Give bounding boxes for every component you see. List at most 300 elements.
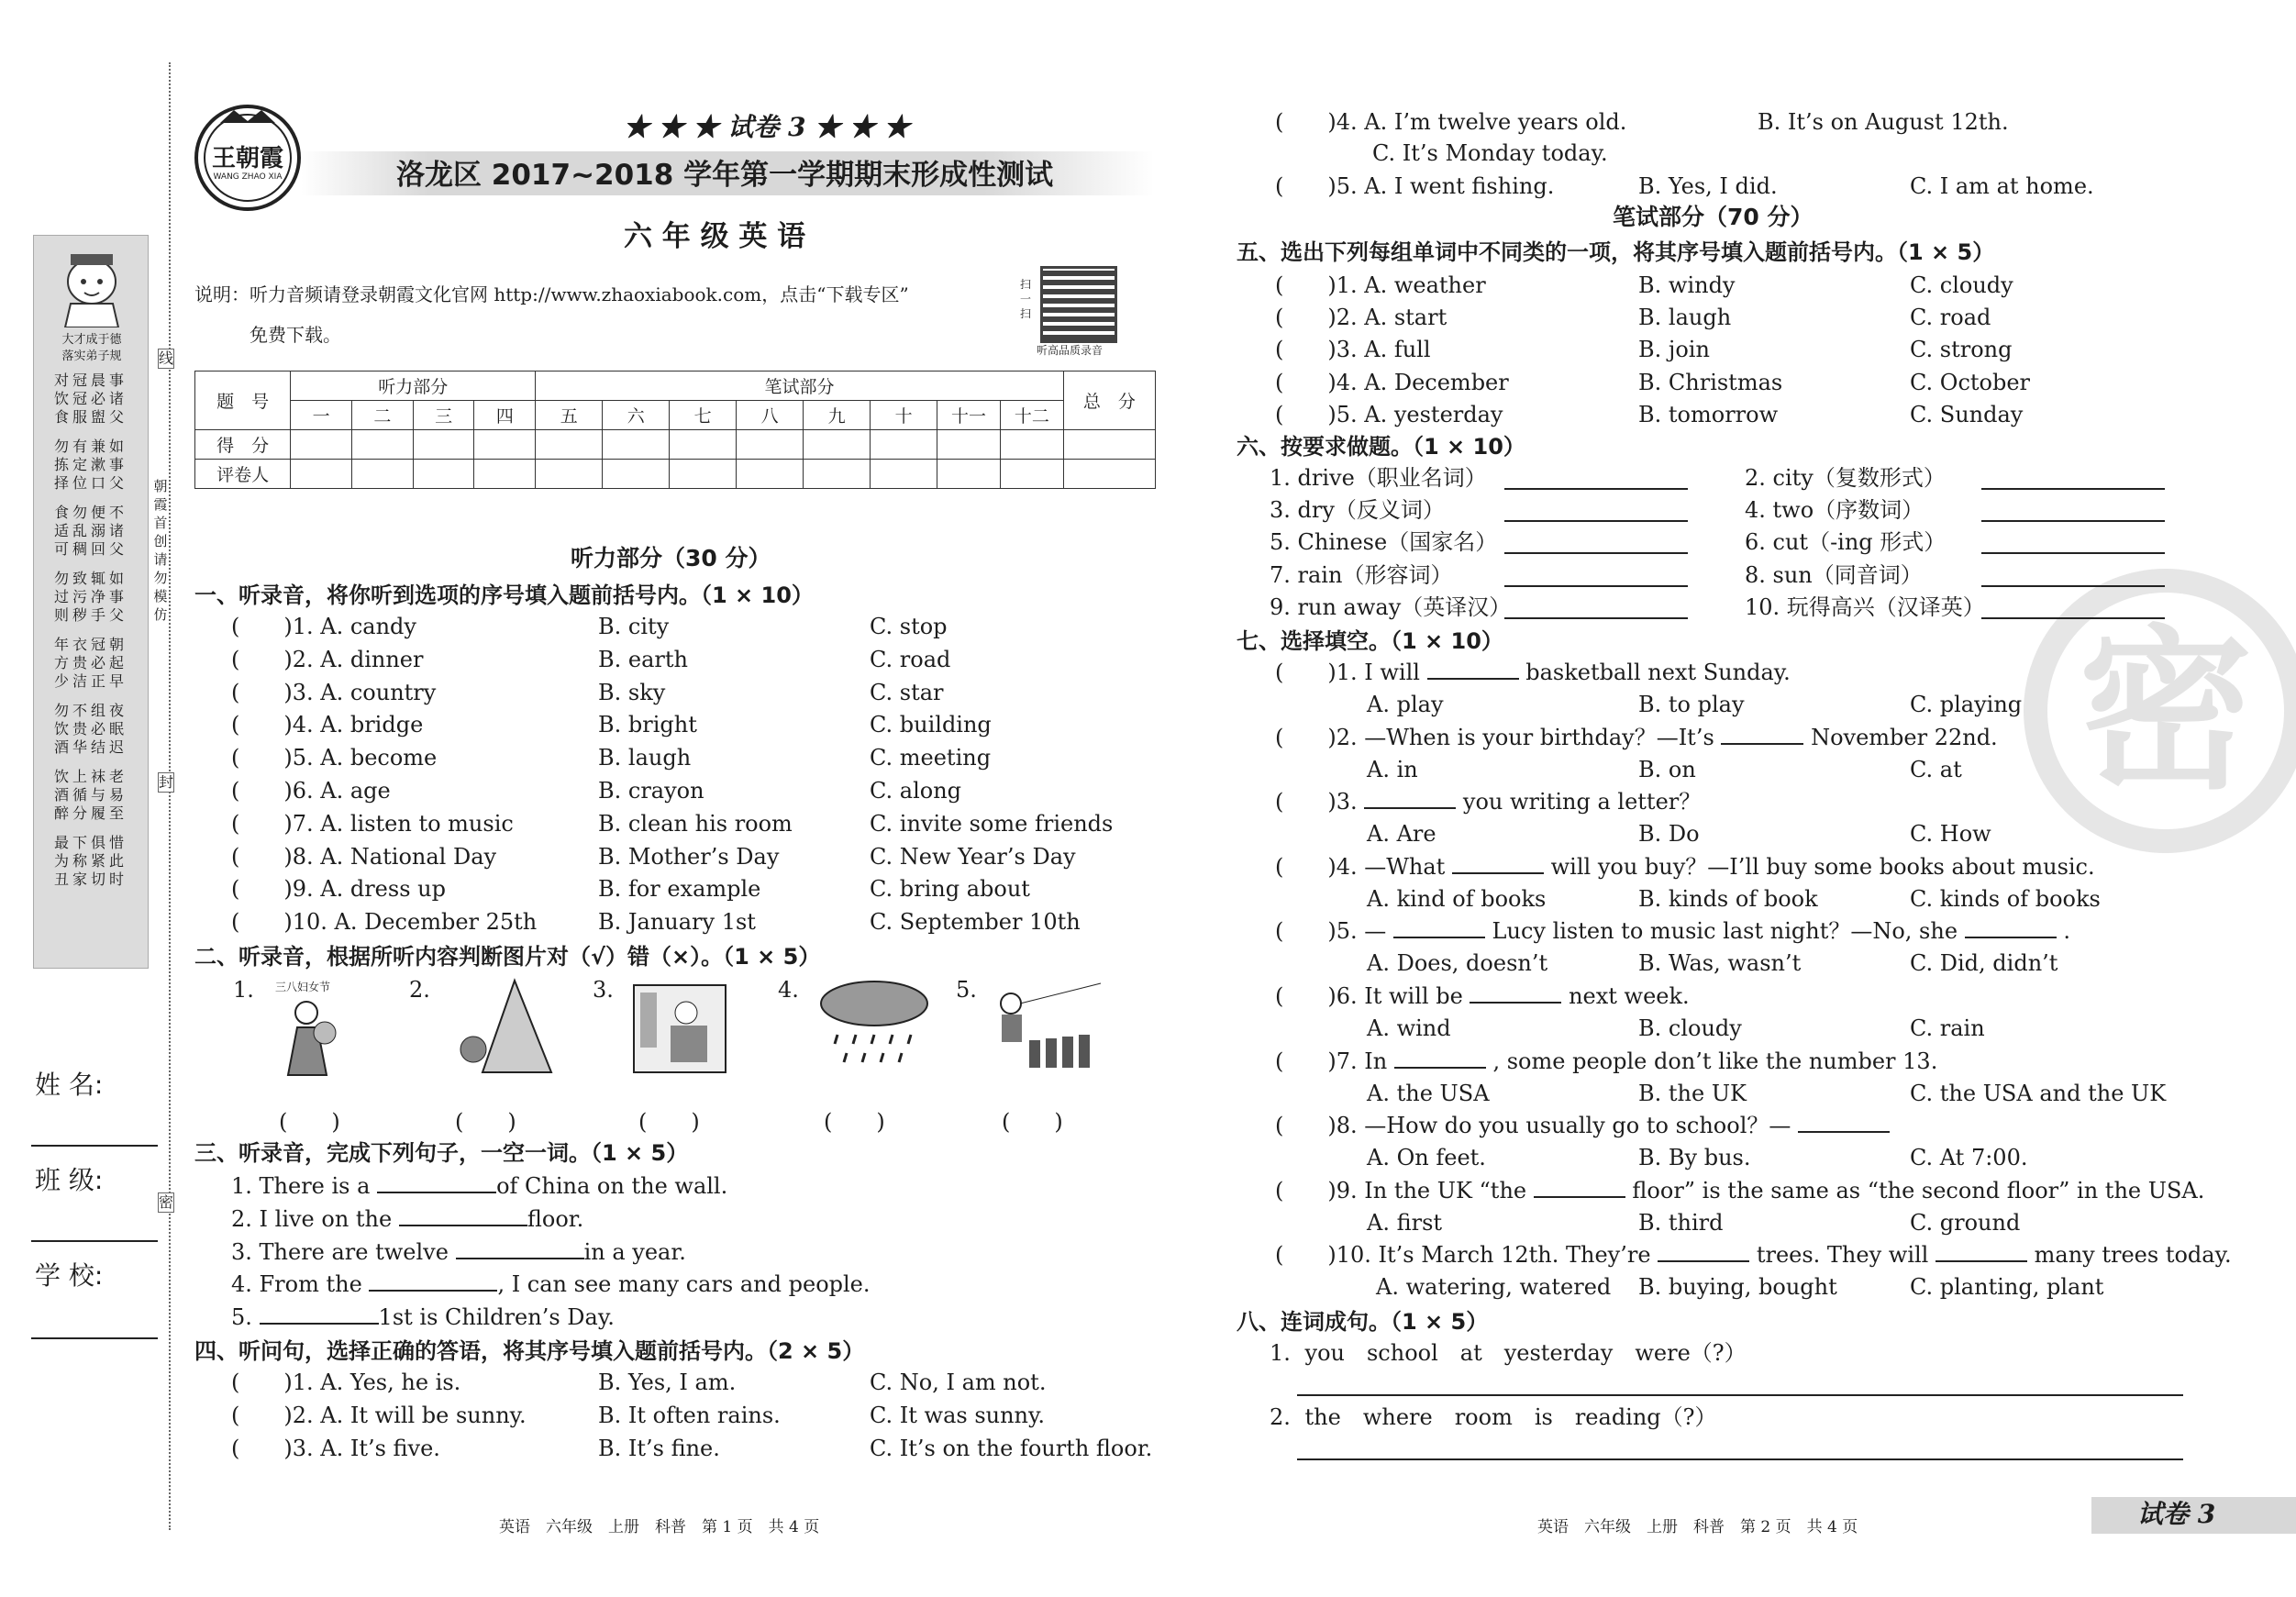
s1-q6-b: B. crayon bbox=[598, 778, 704, 804]
s7-q9-stem[interactable] bbox=[1275, 1177, 2204, 1204]
s5-q5-opt0[interactable]: ( )5. A. yesterday bbox=[1275, 401, 1503, 427]
s7-q2-option-A: A. in bbox=[1367, 756, 1418, 782]
s7-q9-option-A: A. first bbox=[1367, 1209, 1443, 1236]
s6-q2-label: 2. city（复数形式） bbox=[1745, 465, 1946, 491]
writing-title: 笔试部分（70 分） bbox=[1613, 204, 1814, 230]
proverb-line: 勿致辄如 bbox=[53, 570, 128, 587]
s7-q4-option-B: B. kinds of book bbox=[1638, 885, 1818, 912]
score-row-label: 得 分 bbox=[195, 430, 291, 460]
section-6-heading: 六、按要求做题。（1 × 10） bbox=[1237, 434, 1525, 460]
score-cell[interactable] bbox=[1063, 460, 1155, 489]
s1-q1-b: B. city bbox=[598, 614, 670, 639]
s5-q5-opt2: C. Sunday bbox=[1910, 401, 2024, 427]
s7-q8-option-B: B. By bus. bbox=[1638, 1145, 1751, 1171]
score-cell[interactable] bbox=[291, 430, 352, 460]
s2-picture-1-caption: 三八妇女节 bbox=[275, 981, 331, 993]
s1-q1-c: C. stop bbox=[870, 614, 948, 639]
s7-q8-blank[interactable] bbox=[1798, 1113, 1890, 1133]
proverb-line: 过污净事 bbox=[53, 588, 128, 605]
s7-q1-stem[interactable] bbox=[1275, 659, 1791, 686]
score-cell[interactable] bbox=[871, 430, 937, 460]
s6-q1-answer[interactable] bbox=[1504, 488, 1688, 490]
s7-q9-blank[interactable] bbox=[1534, 1178, 1625, 1198]
proverb-line: 年衣冠朝 bbox=[53, 636, 128, 653]
s1-q4-a[interactable]: ( )4. A. bridge bbox=[231, 712, 424, 738]
s4-q4-a[interactable]: ( )4. A. I’m twelve years old. bbox=[1275, 109, 1627, 135]
binding-dotted-line bbox=[169, 62, 171, 1530]
s1-q7-c: C. invite some friends bbox=[870, 810, 1114, 837]
s7-q3-text: ( )3. bbox=[1275, 789, 1358, 815]
s3-text-before: 1. There is a bbox=[231, 1173, 371, 1199]
s5-q4-opt0[interactable]: ( )4. A. December bbox=[1275, 369, 1509, 395]
s4-q3-opt1: B. It’s fine. bbox=[598, 1436, 720, 1461]
s3-sentence-4 bbox=[231, 1270, 871, 1298]
s6-q9-label: 9. run away（英译汉） bbox=[1270, 593, 1512, 620]
s7-q6-blank[interactable] bbox=[1470, 983, 1561, 1004]
s7-q10-option-A: A. watering, watered bbox=[1376, 1274, 1612, 1301]
s7-q7-option-B: B. the UK bbox=[1638, 1080, 1747, 1106]
paper-badge-label: 试卷 3 bbox=[727, 112, 806, 142]
s7-q6-option-A: A. wind bbox=[1367, 1015, 1451, 1041]
s3-blank-5[interactable] bbox=[260, 1304, 379, 1325]
s7-q8-text: ( )8. —How do you usually go to school？— bbox=[1275, 1113, 1791, 1139]
s5-q4-opt1: B. Christmas bbox=[1638, 369, 1783, 395]
score-cell[interactable] bbox=[603, 430, 670, 460]
s8-q2-words: 2. the where room is reading（?） bbox=[1270, 1404, 1717, 1430]
s1-q7-a[interactable]: ( )7. A. listen to music bbox=[231, 810, 514, 837]
s7-q10-blank[interactable] bbox=[1936, 1242, 2027, 1262]
s5-q3-opt0[interactable]: ( )3. A. full bbox=[1275, 337, 1431, 363]
s7-q5-stem[interactable] bbox=[1275, 917, 2070, 945]
proverb-line: 食勿便不 bbox=[53, 504, 128, 521]
s7-q2-text: November 22nd. bbox=[1811, 724, 1998, 750]
s6-q8-label: 8. sun（同音词） bbox=[1745, 561, 1923, 588]
score-col-1: 一 bbox=[291, 401, 352, 430]
score-table-header-number: 题 号 bbox=[195, 372, 291, 430]
s7-q7-text: , some people don’t like the number 13. bbox=[1492, 1048, 1938, 1074]
score-cell[interactable] bbox=[1063, 430, 1155, 460]
score-cell[interactable] bbox=[474, 460, 536, 489]
score-table-header-listening: 听力部分 bbox=[291, 372, 536, 401]
s7-q10-option-C: C. planting, plant bbox=[1910, 1274, 2104, 1301]
s6-q3-answer[interactable] bbox=[1504, 520, 1688, 522]
brand-logo bbox=[193, 103, 303, 213]
s1-q10-b: B. January 1st bbox=[598, 909, 756, 936]
s2-number-5: 5. bbox=[956, 977, 977, 1003]
s7-q4-blank[interactable] bbox=[1452, 854, 1544, 874]
score-col-7: 七 bbox=[670, 401, 737, 430]
s5-q3-opt2: C. strong bbox=[1910, 337, 2013, 363]
s7-q5-option-B: B. Was, wasn’t bbox=[1638, 950, 1802, 977]
s7-q7-blank[interactable] bbox=[1394, 1048, 1486, 1069]
rain-cloud-picture bbox=[815, 976, 934, 1081]
s5-q4-opt2: C. October bbox=[1910, 369, 2031, 395]
s7-q1-text: ( )1. I will bbox=[1275, 660, 1420, 685]
score-cell[interactable] bbox=[413, 430, 474, 460]
s5-q2-opt2: C. road bbox=[1910, 305, 1991, 331]
score-cell[interactable] bbox=[474, 430, 536, 460]
s7-q1-blank[interactable] bbox=[1427, 660, 1519, 680]
s3-blank-1[interactable] bbox=[377, 1173, 496, 1193]
s1-q10-a[interactable]: ( )10. A. December 25th bbox=[231, 909, 538, 936]
section-3-heading: 三、听录音，完成下列句子，一空一词。（1 × 5） bbox=[194, 1140, 689, 1166]
s7-q4-text: ( )4. —What bbox=[1275, 853, 1446, 880]
christmas-tree-picture bbox=[446, 976, 565, 1081]
s7-q4-option-A: A. kind of books bbox=[1367, 885, 1547, 912]
s7-q10-stem[interactable] bbox=[1275, 1241, 2232, 1269]
s4-q4-b: B. It’s on August 12th. bbox=[1758, 109, 2009, 135]
s7-q4-option-C: C. kinds of books bbox=[1910, 885, 2101, 912]
s1-q8-b: B. Mother’s Day bbox=[598, 843, 780, 870]
grader-row-label: 评卷人 bbox=[195, 460, 291, 489]
s6-q5-answer[interactable] bbox=[1504, 552, 1688, 554]
s2-number-2: 2. bbox=[409, 977, 430, 1003]
proverb-line: 为称紧此 bbox=[53, 852, 128, 870]
s3-text-after: , I can see many cars and people. bbox=[497, 1271, 871, 1298]
score-cell[interactable] bbox=[670, 430, 737, 460]
section-4-heading: 四、听问句，选择正确的答语，将其序号填入题前括号内。（2 × 5） bbox=[194, 1338, 865, 1364]
proverb-line: 择位口父 bbox=[53, 474, 128, 492]
score-cell[interactable] bbox=[937, 460, 1001, 489]
qr-side-text: 扫一扫 bbox=[1020, 278, 1032, 320]
score-cell[interactable] bbox=[536, 430, 603, 460]
s7-q10-text: many trees today. bbox=[2034, 1242, 2232, 1269]
s7-q10-text: ( )10. It’s March 12th. They’re bbox=[1275, 1242, 1651, 1269]
score-cell[interactable] bbox=[804, 460, 871, 489]
proverb-line: 饮贵必眠 bbox=[53, 720, 128, 738]
s7-q6-option-C: C. rain bbox=[1910, 1015, 1985, 1041]
name-label: 姓 名: bbox=[35, 1070, 104, 1100]
s3-sentence-2 bbox=[231, 1205, 583, 1233]
s7-q9-option-B: B. third bbox=[1638, 1209, 1724, 1236]
proverb-line: 勿不组夜 bbox=[53, 702, 128, 719]
score-col-6: 六 bbox=[603, 401, 670, 430]
s7-q5-text: . bbox=[2063, 918, 2070, 945]
seal-char-line: 线 bbox=[159, 349, 174, 367]
s7-q5-option-A: A. Does, doesn’t bbox=[1367, 950, 1548, 977]
qr-code-image[interactable] bbox=[1040, 266, 1117, 343]
exam-title: 洛龙区 2017~2018 学年第一学期期末形成性测试 bbox=[396, 159, 1054, 192]
s7-q6-text: next week. bbox=[1569, 983, 1690, 1009]
s7-q5-blank[interactable] bbox=[1393, 918, 1485, 938]
s7-q5-text: ( )5. — bbox=[1275, 918, 1387, 945]
proverb-line: 适乱溺诸 bbox=[53, 522, 128, 539]
s2-answer-bracket-2[interactable]: ( ) bbox=[455, 1109, 516, 1135]
section-2-heading: 二、听录音，根据所听内容判断图片对（√）错（×）。（1 × 5） bbox=[194, 944, 821, 970]
s4-q1-opt0[interactable]: ( )1. A. Yes, he is. bbox=[231, 1370, 461, 1395]
score-col-4: 四 bbox=[474, 401, 536, 430]
vertical-copyright-note: 朝霞首创 请勿模仿 bbox=[153, 478, 168, 623]
s2-answer-bracket-4[interactable]: ( ) bbox=[824, 1109, 885, 1135]
score-table-header-total: 总 分 bbox=[1063, 372, 1155, 430]
score-cell[interactable] bbox=[737, 430, 804, 460]
footer-badge: 试卷 3 bbox=[2137, 1499, 2216, 1529]
s6-q10-label: 10. 玩得高兴（汉译英） bbox=[1745, 593, 1985, 620]
score-col-3: 三 bbox=[413, 401, 474, 430]
s4-q3-opt2: C. It’s on the fourth floor. bbox=[870, 1436, 1153, 1461]
s3-blank-4[interactable] bbox=[369, 1271, 497, 1292]
s4-q5-opt1: B. Yes, I did. bbox=[1638, 173, 1778, 199]
s8-q1-answer-line[interactable] bbox=[1297, 1394, 2183, 1396]
s3-text-before: 5. bbox=[231, 1304, 252, 1331]
s7-q3-stem[interactable] bbox=[1275, 788, 1701, 815]
s4-q2-opt0[interactable]: ( )2. A. It will be sunny. bbox=[231, 1403, 527, 1428]
s6-q2-answer[interactable] bbox=[1981, 488, 2165, 490]
s7-q10-blank[interactable] bbox=[1658, 1242, 1749, 1262]
s6-q4-label: 4. two（序数词） bbox=[1745, 497, 1924, 524]
s7-q10-option-B: B. buying, bought bbox=[1638, 1274, 1837, 1301]
s7-q7-text: ( )7. In bbox=[1275, 1048, 1388, 1074]
proverb-line: 方贵必起 bbox=[53, 654, 128, 671]
s7-q2-option-B: B. on bbox=[1638, 756, 1696, 782]
s6-q6-label: 6. cut（-ing 形式） bbox=[1745, 529, 1947, 556]
note-line-1: 说明：听力音频请登录朝霞文化官网 http://www.zhaoxiabook.com，点击“下载专区” bbox=[194, 283, 909, 305]
s6-q9-answer[interactable] bbox=[1504, 617, 1688, 619]
s6-q4-answer[interactable] bbox=[1981, 520, 2165, 522]
proverb-line: 丑家切时 bbox=[53, 871, 128, 888]
s4-q4-c: C. It’s Monday today. bbox=[1372, 140, 1608, 166]
name-field[interactable] bbox=[31, 1145, 158, 1147]
score-col-5: 五 bbox=[536, 401, 603, 430]
s1-q7-b: B. clean his room bbox=[598, 810, 793, 837]
score-cell[interactable] bbox=[670, 460, 737, 489]
proverb-line: 勿有兼如 bbox=[53, 438, 128, 455]
s7-q4-stem[interactable] bbox=[1275, 853, 2095, 881]
proverb-line: 最下俱惜 bbox=[53, 834, 128, 851]
s6-q7-label: 7. rain（形容词） bbox=[1270, 561, 1453, 588]
class-label: 班 级: bbox=[35, 1165, 104, 1195]
s1-q9-b: B. for example bbox=[598, 876, 761, 903]
s7-q7-stem[interactable] bbox=[1275, 1048, 1937, 1075]
s7-q8-option-C: C. At 7:00. bbox=[1910, 1145, 2028, 1171]
class-field[interactable] bbox=[31, 1240, 158, 1242]
s6-q6-answer[interactable] bbox=[1981, 552, 2165, 554]
score-cell[interactable] bbox=[1000, 430, 1063, 460]
s7-q4-text: will you buy？—I’ll buy some books about music. bbox=[1550, 853, 2095, 880]
s1-q5-a[interactable]: ( )5. A. become bbox=[231, 745, 438, 771]
s7-q2-blank[interactable] bbox=[1721, 725, 1803, 745]
score-cell[interactable] bbox=[291, 460, 352, 489]
s7-q5-option-C: C. Did, didn’t bbox=[1910, 950, 2058, 977]
brand-name-en: WANG ZHAO XIA bbox=[213, 172, 283, 182]
s1-q8-c: C. New Year’s Day bbox=[870, 843, 1076, 870]
s2-number-1: 1. bbox=[233, 977, 254, 1003]
s8-q2-answer-line[interactable] bbox=[1297, 1458, 2183, 1460]
score-cell[interactable] bbox=[804, 430, 871, 460]
s7-q1-option-C: C. playing bbox=[1910, 692, 2023, 717]
s1-q9-a[interactable]: ( )9. A. dress up bbox=[231, 876, 446, 903]
s1-q3-c: C. star bbox=[870, 679, 944, 705]
s4-q1-opt1: B. Yes, I am. bbox=[598, 1370, 737, 1395]
school-label: 学 校: bbox=[35, 1260, 104, 1291]
s7-q3-option-C: C. How bbox=[1910, 821, 1991, 848]
note-line-2: 免费下载。 bbox=[250, 324, 341, 346]
proverb-line: 醉分履至 bbox=[53, 804, 128, 822]
s7-q7-option-C: C. the USA and the UK bbox=[1910, 1080, 2167, 1106]
paper-badge: ★ ★ ★ 试卷 3 ★ ★ ★ bbox=[624, 112, 910, 142]
score-col-10: 十 bbox=[871, 401, 937, 430]
brand-name: 王朝霞 bbox=[211, 145, 283, 172]
s5-q1-opt1: B. windy bbox=[1638, 272, 1736, 298]
s5-q2-opt0[interactable]: ( )2. A. start bbox=[1275, 305, 1447, 331]
s7-q9-option-C: C. ground bbox=[1910, 1209, 2021, 1236]
s7-q8-option-A: A. On feet. bbox=[1367, 1145, 1486, 1171]
section-7-heading: 七、选择填空。（1 × 10） bbox=[1237, 628, 1503, 654]
score-col-11: 十一 bbox=[937, 401, 1001, 430]
seal-char-seal: 封 bbox=[159, 773, 174, 791]
s6-q1-label: 1. drive（职业名词） bbox=[1270, 465, 1487, 491]
motto-line-1: 大才成于德 bbox=[61, 333, 122, 347]
cartoon-boy-image bbox=[50, 245, 133, 327]
s4-q5-opt2: C. I am at home. bbox=[1910, 173, 2094, 199]
s3-blank-2[interactable] bbox=[399, 1206, 527, 1226]
motto-line-2: 落实弟子规 bbox=[61, 349, 122, 363]
qr-caption: 听高品质录音 bbox=[1037, 344, 1104, 357]
score-table bbox=[194, 371, 1156, 489]
s6-q7-answer[interactable] bbox=[1504, 585, 1688, 587]
s1-q9-c: C. bring about bbox=[870, 876, 1030, 903]
s7-q5-blank[interactable] bbox=[1965, 918, 2057, 938]
s7-q9-text: ( )9. In the UK “the bbox=[1275, 1177, 1527, 1203]
s7-q6-option-B: B. cloudy bbox=[1638, 1015, 1742, 1041]
proverb-list bbox=[45, 372, 137, 889]
s5-q5-opt1: B. tomorrow bbox=[1638, 401, 1779, 427]
s4-q3-opt0[interactable]: ( )3. A. It’s five. bbox=[231, 1436, 440, 1461]
score-cell[interactable] bbox=[871, 460, 937, 489]
s4-q2-opt1: B. It often rains. bbox=[598, 1403, 781, 1428]
s6-q10-answer[interactable] bbox=[1981, 617, 2165, 619]
s6-q8-answer[interactable] bbox=[1981, 585, 2165, 587]
proverb-strip bbox=[33, 235, 149, 969]
score-cell[interactable] bbox=[737, 460, 804, 489]
s2-answer-bracket-5[interactable]: ( ) bbox=[1002, 1109, 1063, 1135]
s3-text-before: 3. There are twelve bbox=[231, 1238, 449, 1265]
s5-q3-opt1: B. join bbox=[1638, 337, 1710, 363]
s4-q2-opt2: C. It was sunny. bbox=[870, 1403, 1046, 1428]
section-1-heading: 一、听录音，将你听到选项的序号填入题前括号内。（1 × 10） bbox=[194, 582, 814, 608]
section-8-heading: 八、连词成句。（1 × 5） bbox=[1237, 1309, 1489, 1335]
s7-q2-stem[interactable] bbox=[1275, 724, 1998, 751]
score-col-12: 十二 bbox=[1000, 401, 1063, 430]
s1-q2-a[interactable]: ( )2. A. dinner bbox=[231, 646, 424, 672]
s7-q1-text: basketball next Sunday. bbox=[1525, 660, 1791, 685]
school-field[interactable] bbox=[31, 1337, 158, 1339]
s7-q9-text: floor” is the same as “the second floor” in the USA. bbox=[1632, 1177, 2205, 1203]
s2-answer-bracket-1[interactable]: ( ) bbox=[279, 1109, 340, 1135]
proverb-line: 酒华结迟 bbox=[53, 738, 128, 756]
proverb-line: 拣定漱事 bbox=[53, 456, 128, 473]
s2-answer-bracket-3[interactable]: ( ) bbox=[638, 1109, 700, 1135]
s2-number-4: 4. bbox=[778, 977, 799, 1003]
s4-q5-opt0[interactable]: ( )5. A. I went fishing. bbox=[1275, 173, 1555, 199]
s6-q5-label: 5. Chinese（国家名） bbox=[1270, 529, 1498, 556]
proverb-line: 食服盥父 bbox=[53, 408, 128, 426]
s1-q6-c: C. along bbox=[870, 778, 962, 804]
s1-q6-a[interactable]: ( )6. A. age bbox=[231, 778, 391, 804]
s7-q6-stem[interactable] bbox=[1275, 982, 1690, 1010]
footer-right: 英语 六年级 上册 科普 第 2 页 共 4 页 bbox=[1537, 1518, 1858, 1536]
s5-q2-opt1: B. laugh bbox=[1638, 305, 1732, 331]
s3-text-after: 1st is Children’s Day. bbox=[378, 1304, 615, 1331]
listening-title: 听力部分（30 分） bbox=[571, 545, 771, 571]
score-cell[interactable] bbox=[352, 460, 414, 489]
s3-blank-3[interactable] bbox=[456, 1239, 584, 1259]
s1-q4-b: B. bright bbox=[598, 712, 697, 738]
s3-sentence-3 bbox=[231, 1238, 686, 1266]
s1-q4-c: C. building bbox=[870, 712, 992, 738]
s7-q10-text: trees. They will bbox=[1756, 1242, 1929, 1269]
proverb-line: 可稠回父 bbox=[53, 540, 128, 558]
proverb-line: 则秽手父 bbox=[53, 606, 128, 624]
s1-q1-a[interactable]: ( )1. A. candy bbox=[231, 614, 416, 639]
s1-q5-b: B. laugh bbox=[598, 745, 692, 771]
s1-q3-a[interactable]: ( )3. A. country bbox=[231, 679, 437, 705]
score-cell[interactable] bbox=[937, 430, 1001, 460]
dragon-boat-picture bbox=[993, 976, 1103, 1081]
proverb-line: 少洁正早 bbox=[53, 672, 128, 690]
s7-q2-option-C: C. at bbox=[1910, 756, 1962, 782]
s6-q3-label: 3. dry（反义词） bbox=[1270, 497, 1445, 524]
proverb-line: 对冠晨事 bbox=[53, 372, 128, 389]
s3-sentence-5 bbox=[231, 1303, 615, 1331]
s1-q8-a[interactable]: ( )8. A. National Day bbox=[231, 843, 497, 870]
s1-q2-b: B. earth bbox=[598, 646, 688, 672]
s3-text-after: of China on the wall. bbox=[496, 1173, 728, 1199]
s3-text-after: floor. bbox=[527, 1205, 584, 1232]
s8-q1-words: 1. you school at yesterday were（?） bbox=[1270, 1340, 1747, 1366]
s5-q1-opt0[interactable]: ( )1. A. weather bbox=[1275, 272, 1486, 298]
s7-q3-option-B: B. Do bbox=[1638, 821, 1700, 848]
s3-text-after: in a year. bbox=[583, 1238, 686, 1265]
s3-text-before: 4. From the bbox=[231, 1271, 362, 1298]
s3-text-before: 2. I live on the bbox=[231, 1205, 393, 1232]
s1-q2-c: C. road bbox=[870, 646, 951, 672]
s7-q2-text: ( )2. —When is your birthday？—It’s bbox=[1275, 724, 1714, 750]
score-cell[interactable] bbox=[413, 460, 474, 489]
section-5-heading: 五、选出下列每组单词中不同类的一项，将其序号填入题前括号内。（1 × 5） bbox=[1237, 239, 1995, 265]
s4-q1-opt2: C. No, I am not. bbox=[870, 1370, 1047, 1395]
s2-number-3: 3. bbox=[593, 977, 614, 1003]
score-col-8: 八 bbox=[737, 401, 804, 430]
score-cell[interactable] bbox=[603, 460, 670, 489]
proverb-line: 酒循与易 bbox=[53, 786, 128, 804]
s7-q8-stem[interactable] bbox=[1275, 1112, 1890, 1139]
s1-q3-b: B. sky bbox=[598, 679, 666, 705]
s1-q10-c: C. September 10th bbox=[870, 909, 1081, 936]
s1-q5-c: C. meeting bbox=[870, 745, 992, 771]
s7-q3-text: you writing a letter？ bbox=[1462, 789, 1702, 815]
s5-q1-opt2: C. cloudy bbox=[1910, 272, 2013, 298]
s7-q7-option-A: A. the USA bbox=[1367, 1080, 1490, 1106]
s7-q5-text: Lucy listen to music last night？—No, she bbox=[1492, 918, 1958, 945]
score-cell[interactable] bbox=[536, 460, 603, 489]
proverb-line: 饮上袜老 bbox=[53, 768, 128, 785]
seal-char-secret: 密 bbox=[159, 1193, 174, 1211]
s7-q3-option-A: A. Are bbox=[1367, 821, 1436, 848]
score-cell[interactable] bbox=[352, 430, 414, 460]
s7-q6-text: ( )6. It will be bbox=[1275, 983, 1463, 1009]
proverb-line: 饮冠必诸 bbox=[53, 390, 128, 407]
s7-q1-option-B: B. to play bbox=[1638, 692, 1745, 717]
subject-title: 六 年 级 英 语 bbox=[624, 220, 806, 253]
s3-sentence-1 bbox=[231, 1172, 727, 1200]
s7-q1-option-A: A. play bbox=[1367, 692, 1444, 717]
s7-q3-blank[interactable] bbox=[1364, 789, 1456, 809]
score-cell[interactable] bbox=[1000, 460, 1063, 489]
footer-left: 英语 六年级 上册 科普 第 1 页 共 4 页 bbox=[499, 1518, 820, 1536]
score-col-2: 二 bbox=[352, 401, 414, 430]
score-col-9: 九 bbox=[804, 401, 871, 430]
